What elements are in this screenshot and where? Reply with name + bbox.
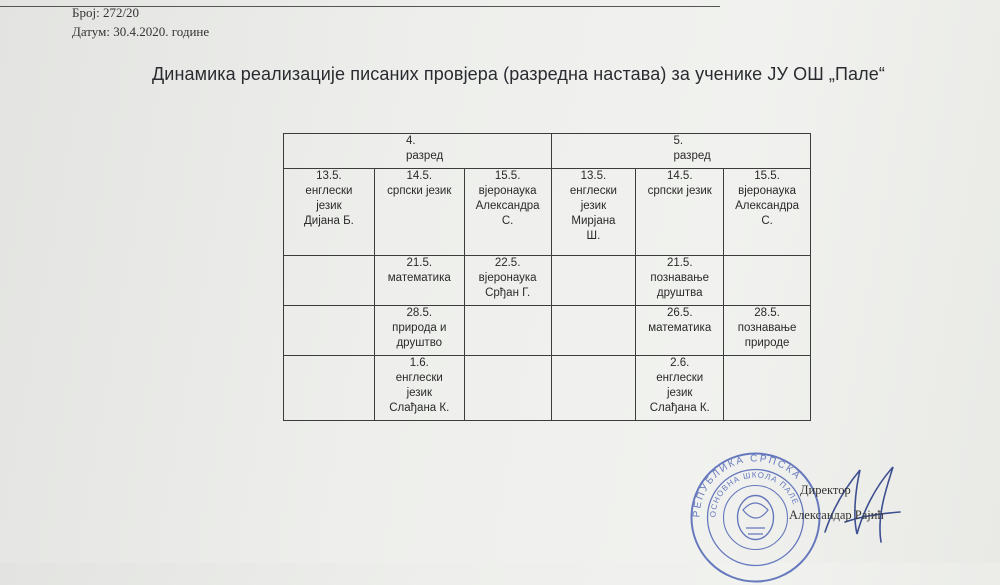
test-detail: математика [387, 272, 451, 284]
test-detail: језик [406, 387, 432, 399]
empty-cell [464, 356, 551, 421]
schedule-cell [464, 169, 551, 256]
test-detail: Слађана К. [649, 402, 710, 414]
test-detail: Дијана Б. [304, 215, 354, 227]
grade-header-row [284, 134, 811, 169]
test-detail: Александра [735, 200, 800, 212]
test-detail: језик [667, 387, 693, 399]
test-detail: Ш. [586, 230, 601, 242]
test-detail: Слађана К. [389, 402, 450, 414]
test-detail: енглески [305, 185, 353, 197]
test-detail: математика [648, 322, 712, 334]
schedule-cell [636, 306, 724, 356]
grade-label: разред [406, 150, 444, 162]
schedule-row [284, 306, 811, 356]
document-title: Динамика реализације писаних провјера (разредна настава) за ученике ЈУ ОШ „Пале“ [152, 64, 885, 84]
schedule-cell [724, 169, 811, 256]
test-detail: друштва [656, 287, 703, 299]
grade-number: 5. [673, 135, 684, 147]
test-date: 13.5. [316, 170, 342, 182]
test-detail: вјеронаука [738, 185, 797, 197]
schedule-cell [636, 256, 724, 306]
schedule-cell [724, 306, 811, 356]
test-detail: језик [580, 200, 607, 212]
empty-cell [551, 356, 636, 421]
seal-inner-text: ОСНОВНА ШКОЛА ПАЛЕ [708, 470, 801, 518]
grade-number: 4. [406, 135, 416, 147]
seal-outer-text: РЕПУБЛИКА СРПСКА [691, 453, 804, 518]
empty-cell [724, 356, 811, 421]
test-detail: Срђан Г. [485, 287, 531, 299]
schedule-cell [551, 169, 636, 256]
test-detail: природе [744, 337, 790, 349]
schedule-cell [636, 356, 724, 421]
test-detail: српски језик [647, 185, 712, 197]
director-title: Директор [800, 483, 851, 497]
test-detail: енглески [569, 185, 617, 197]
test-date: 21.5. [406, 257, 433, 269]
test-detail: језик [316, 200, 342, 212]
schedule-cell [374, 256, 464, 306]
test-date: 14.5. [406, 170, 433, 182]
schedule-cell [284, 169, 375, 256]
empty-cell [551, 256, 636, 306]
document-number: Број: 272/20 [72, 5, 140, 20]
test-date: 15.5. [754, 170, 780, 182]
test-detail: српски језик [387, 185, 452, 197]
test-date: 21.5. [666, 257, 693, 269]
test-detail: Мирјана [571, 215, 616, 227]
director-signature [805, 462, 905, 552]
schedule-cell [636, 169, 724, 256]
document-date: Датум: 30.4.2020. године [72, 24, 210, 39]
test-detail: вјеронаука [478, 185, 537, 197]
test-date: 28.5. [754, 307, 780, 319]
empty-cell [464, 306, 551, 356]
schedule-row [284, 169, 811, 256]
test-date: 22.5. [494, 257, 521, 269]
test-detail: познавање [650, 272, 710, 284]
schedule-cell [374, 169, 464, 256]
test-detail: енглески [656, 372, 704, 384]
test-detail: С. [501, 215, 514, 227]
test-date: 28.5. [406, 307, 433, 319]
schedule-row [284, 256, 811, 306]
test-date: 13.5. [580, 170, 607, 182]
grade-header-4 [284, 134, 552, 169]
grade-label: разред [673, 150, 711, 162]
test-date: 14.5. [666, 170, 693, 182]
schedule-cell [374, 356, 464, 421]
test-date: 15.5. [494, 170, 521, 182]
schedule-cell [374, 306, 464, 356]
test-date: 2.6. [670, 357, 690, 369]
test-detail: С. [761, 215, 773, 227]
test-date: 26.5. [666, 307, 693, 319]
schedule-table [283, 133, 811, 421]
empty-cell [551, 306, 636, 356]
test-detail: вјеронаука [478, 272, 537, 284]
empty-cell [284, 256, 375, 306]
test-detail: природа и [392, 322, 447, 334]
director-name: Александар Рајић [789, 508, 884, 522]
test-detail: енглески [395, 372, 443, 384]
test-date: 1.6. [409, 357, 429, 369]
grade-header-5 [551, 134, 810, 169]
test-detail: друштво [396, 337, 443, 349]
test-detail: Александра [475, 200, 540, 212]
empty-cell [284, 356, 375, 421]
empty-cell [724, 256, 811, 306]
schedule-cell [464, 256, 551, 306]
test-detail: познавање [737, 322, 797, 334]
schedule-row [284, 356, 811, 421]
empty-cell [284, 306, 375, 356]
